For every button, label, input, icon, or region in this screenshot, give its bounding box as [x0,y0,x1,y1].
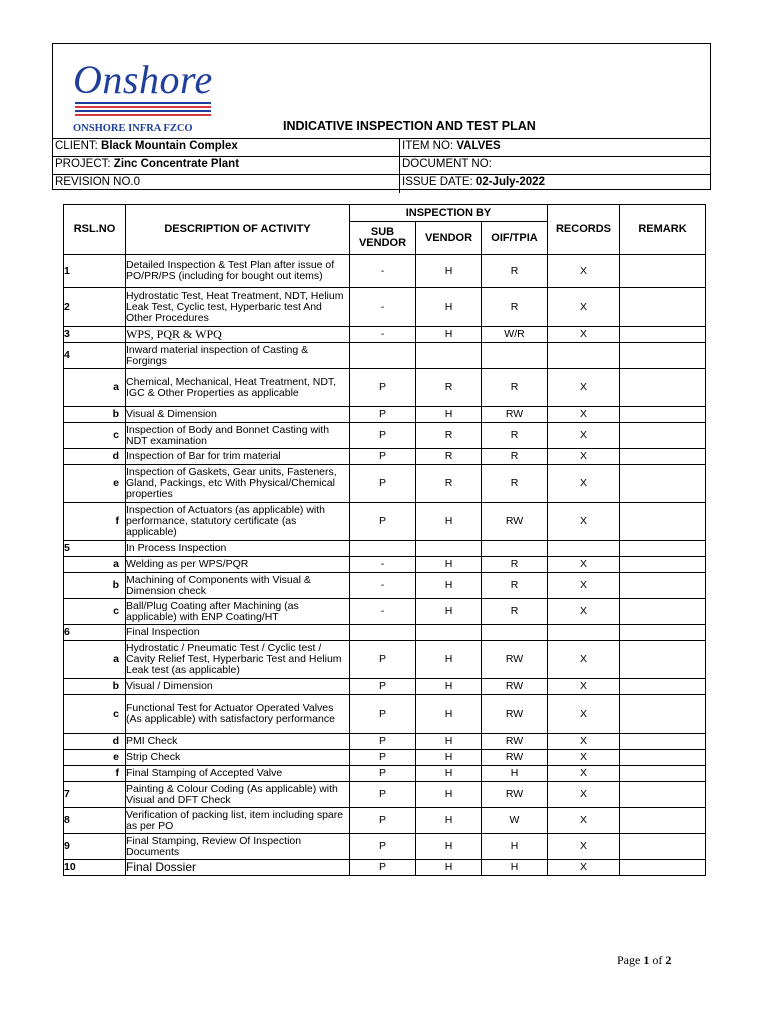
vendor-cell [416,343,482,369]
remark-cell [620,573,706,599]
vendor-cell: H [416,782,482,808]
records-cell: X [548,808,620,834]
vendor-cell: H [416,288,482,327]
rsl-cell: 7 [64,782,126,808]
sub-vendor-cell: P [350,465,416,503]
oif-tpia-cell: R [482,557,548,573]
page-title: INDICATIVE INSPECTION AND TEST PLAN [283,119,536,133]
page-total: 2 [665,953,672,967]
records-cell: X [548,423,620,449]
logo-stripes [75,102,211,118]
remark-cell [620,695,706,734]
header-remark: REMARK [620,205,706,255]
description-cell: Visual / Dimension [126,679,350,695]
rsl-cell: c [64,695,126,734]
oif-tpia-cell: R [482,255,548,288]
remark-cell [620,327,706,343]
table-row [64,327,706,343]
description-cell: Painting & Colour Coding (As applicable) with Visual and DFT Check [126,782,350,808]
remark-cell [620,782,706,808]
remark-cell [620,255,706,288]
sub-vendor-cell: P [350,679,416,695]
table-row [64,625,706,641]
vendor-cell: R [416,369,482,407]
records-cell: X [548,695,620,734]
oif-tpia-cell: R [482,573,548,599]
description-cell: In Process Inspection [126,541,350,557]
vendor-cell: H [416,255,482,288]
records-cell: X [548,734,620,750]
sub-vendor-cell: P [350,808,416,834]
remark-cell [620,541,706,557]
remark-cell [620,288,706,327]
vendor-cell: H [416,834,482,860]
records-cell: X [548,573,620,599]
records-cell: X [548,557,620,573]
page-word: Page [617,953,641,967]
oif-tpia-cell: RW [482,695,548,734]
oif-tpia-cell: RW [482,641,548,679]
description-cell: Hydrostatic Test, Heat Treatment, NDT, Helium Leak Test, Cyclic test, Hyperbaric test And Other Procedures [126,288,350,327]
records-cell: X [548,288,620,327]
document-header [52,43,711,190]
vendor-cell: H [416,860,482,876]
vendor-cell: H [416,557,482,573]
revision-label: REVISION NO.0 [55,176,140,188]
records-cell: X [548,369,620,407]
header-oif-tpia: OIF/TPIA [482,222,548,255]
rsl-cell: b [64,407,126,423]
sub-vendor-cell: P [350,734,416,750]
description-cell: WPS, PQR & WPQ [126,327,350,343]
oif-tpia-cell: R [482,369,548,407]
oif-tpia-cell [482,343,548,369]
oif-tpia-cell: R [482,288,548,327]
table-row [64,541,706,557]
description-cell: Verification of packing list, item including spare as per PO [126,808,350,834]
rsl-cell: 8 [64,808,126,834]
description-cell: Ball/Plug Coating after Machining (as applicable) with ENP Coating/HT [126,599,350,625]
table-row [64,343,706,369]
project-label: PROJECT: [55,158,111,170]
vendor-cell [416,625,482,641]
sub-vendor-cell: - [350,327,416,343]
oif-tpia-cell: R [482,423,548,449]
page-number [617,953,671,968]
remark-cell [620,423,706,449]
records-cell: X [548,327,620,343]
page-current: 1 [643,953,650,967]
sub-vendor-cell: P [350,834,416,860]
header-vendor: VENDOR [416,222,482,255]
records-cell: X [548,679,620,695]
records-cell: X [548,255,620,288]
rsl-cell: 3 [64,327,126,343]
sub-vendor-cell: P [350,423,416,449]
description-cell: Final Stamping, Review Of Inspection Documents [126,834,350,860]
oif-tpia-cell: RW [482,503,548,541]
description-cell: Functional Test for Actuator Operated Valves (As applicable) with satisfactory performance [126,695,350,734]
oif-tpia-cell: RW [482,782,548,808]
table-row [64,641,706,679]
table-row [64,288,706,327]
sub-vendor-cell: - [350,557,416,573]
description-cell: Detailed Inspection & Test Plan after issue of PO/PR/PS (including for bought out items) [126,255,350,288]
remark-cell [620,503,706,541]
company-logo [71,50,221,136]
vendor-cell: H [416,503,482,541]
sub-vendor-cell: - [350,255,416,288]
records-cell: X [548,834,620,860]
meta-row-revision [53,174,710,193]
rsl-cell: 1 [64,255,126,288]
rsl-cell: 6 [64,625,126,641]
records-cell: X [548,782,620,808]
oif-tpia-cell [482,541,548,557]
vendor-cell: H [416,641,482,679]
rsl-cell: e [64,465,126,503]
remark-cell [620,679,706,695]
records-cell: X [548,860,620,876]
remark-cell [620,407,706,423]
remark-cell [620,808,706,834]
table-row [64,860,706,876]
vendor-cell: H [416,599,482,625]
vendor-cell: H [416,695,482,734]
records-cell: X [548,599,620,625]
rsl-cell: 9 [64,834,126,860]
description-cell: Final Stamping of Accepted Valve [126,766,350,782]
sub-vendor-cell: P [350,503,416,541]
header-rsl-no: RSL.NO [64,205,126,255]
oif-tpia-cell: R [482,465,548,503]
remark-cell [620,465,706,503]
vendor-cell: R [416,465,482,503]
sub-vendor-cell: P [350,641,416,679]
vendor-cell: H [416,679,482,695]
oif-tpia-cell [482,625,548,641]
table-row [64,808,706,834]
oif-tpia-cell: RW [482,679,548,695]
vendor-cell: H [416,407,482,423]
records-cell [548,625,620,641]
logo-wordmark-text: Onshore [73,57,213,102]
records-cell: X [548,503,620,541]
records-cell [548,541,620,557]
vendor-cell: H [416,573,482,599]
description-cell: Strip Check [126,750,350,766]
remark-cell [620,625,706,641]
table-row [64,834,706,860]
remark-cell [620,860,706,876]
header-sub-vendor: SUB VENDOR [350,222,416,255]
sub-vendor-cell: - [350,599,416,625]
oif-tpia-cell: H [482,766,548,782]
vendor-cell: H [416,766,482,782]
rsl-cell: a [64,557,126,573]
oif-tpia-cell: W/R [482,327,548,343]
description-cell: Welding as per WPS/PQR [126,557,350,573]
client-value: Black Mountain Complex [101,140,238,152]
remark-cell [620,369,706,407]
table-row [64,407,706,423]
records-cell: X [548,766,620,782]
description-cell: Final Dossier [126,860,350,876]
rsl-cell: b [64,679,126,695]
rsl-cell: a [64,641,126,679]
vendor-cell: H [416,750,482,766]
oif-tpia-cell: H [482,834,548,860]
logo-company-name: ONSHORE INFRA FZCO [73,123,193,134]
rsl-cell: 5 [64,541,126,557]
header-inspection-by: INSPECTION BY [350,205,548,222]
records-cell: X [548,407,620,423]
rsl-cell: b [64,573,126,599]
issue-date-value: 02-July-2022 [475,176,545,188]
sub-vendor-cell: - [350,573,416,599]
rsl-cell: c [64,599,126,625]
rsl-cell: f [64,503,126,541]
table-row [64,449,706,465]
description-cell: Inspection of Gaskets, Gear units, Fasteners, Gland, Packings, etc With Physical/Chemical properties [126,465,350,503]
project-value: Zinc Concentrate Plant [113,158,240,170]
sub-vendor-cell [350,541,416,557]
table-row [64,679,706,695]
rsl-cell: d [64,449,126,465]
oif-tpia-cell: W [482,808,548,834]
oif-tpia-cell: R [482,449,548,465]
rsl-cell: a [64,369,126,407]
vendor-cell: H [416,734,482,750]
records-cell: X [548,750,620,766]
sub-vendor-cell [350,625,416,641]
rsl-cell: 2 [64,288,126,327]
table-row [64,782,706,808]
oif-tpia-cell: R [482,599,548,625]
document-no-label: DOCUMENT NO: [402,158,492,170]
inspection-test-plan-table [63,204,706,876]
sub-vendor-cell: P [350,449,416,465]
issue-date-label: ISSUE DATE: [402,176,473,188]
header-records: RECORDS [548,205,620,255]
remark-cell [620,766,706,782]
vendor-cell: R [416,423,482,449]
oif-tpia-cell: RW [482,750,548,766]
rsl-cell: f [64,766,126,782]
table-row [64,695,706,734]
sub-vendor-cell: P [350,766,416,782]
meta-row-client [53,138,710,157]
rsl-cell: 4 [64,343,126,369]
description-cell: Machining of Components with Visual & Dimension check [126,573,350,599]
description-cell: Visual & Dimension [126,407,350,423]
records-cell: X [548,465,620,503]
description-cell: Final Inspection [126,625,350,641]
table-row [64,255,706,288]
remark-cell [620,641,706,679]
sub-vendor-cell: P [350,860,416,876]
logo-wordmark [73,56,213,103]
vendor-cell: R [416,449,482,465]
oif-tpia-cell: RW [482,734,548,750]
remark-cell [620,734,706,750]
remark-cell [620,449,706,465]
description-cell: Chemical, Mechanical, Heat Treatment, NDT, IGC & Other Properties as applicable [126,369,350,407]
of-word: of [652,953,663,967]
rsl-cell: d [64,734,126,750]
remark-cell [620,557,706,573]
sub-vendor-cell: P [350,695,416,734]
table-row [64,573,706,599]
rsl-cell: c [64,423,126,449]
records-cell: X [548,449,620,465]
table-row [64,750,706,766]
sub-vendor-cell: P [350,407,416,423]
vendor-cell: H [416,327,482,343]
remark-cell [620,343,706,369]
rsl-cell: 10 [64,860,126,876]
records-cell: X [548,641,620,679]
description-cell: Inspection of Bar for trim material [126,449,350,465]
item-value: VALVES [456,140,501,152]
description-cell: Hydrostatic / Pneumatic Test / Cyclic test / Cavity Relief Test, Hyperbaric Test and Helium Leak test (as applicable) [126,641,350,679]
oif-tpia-cell: H [482,860,548,876]
sub-vendor-cell: - [350,288,416,327]
header-description: DESCRIPTION OF ACTIVITY [126,205,350,255]
remark-cell [620,750,706,766]
sub-vendor-cell [350,343,416,369]
table-row [64,734,706,750]
records-cell [548,343,620,369]
remark-cell [620,834,706,860]
item-label: ITEM NO: [402,140,454,152]
client-label: CLIENT: [55,140,98,152]
rsl-cell: e [64,750,126,766]
description-cell: Inspection of Body and Bonnet Casting with NDT examination [126,423,350,449]
sub-vendor-cell: P [350,750,416,766]
description-cell: Inspection of Actuators (as applicable) with performance, statutory certificate (as applicable) [126,503,350,541]
sub-vendor-cell: P [350,782,416,808]
table-row [64,557,706,573]
table-row [64,465,706,503]
table-row [64,766,706,782]
table-row [64,423,706,449]
table-row [64,503,706,541]
table-row [64,599,706,625]
remark-cell [620,599,706,625]
description-cell: Inward material inspection of Casting & Forgings [126,343,350,369]
description-cell: PMI Check [126,734,350,750]
vendor-cell: H [416,808,482,834]
sub-vendor-cell: P [350,369,416,407]
oif-tpia-cell: RW [482,407,548,423]
table-row [64,369,706,407]
meta-row-project [53,156,710,175]
vendor-cell [416,541,482,557]
